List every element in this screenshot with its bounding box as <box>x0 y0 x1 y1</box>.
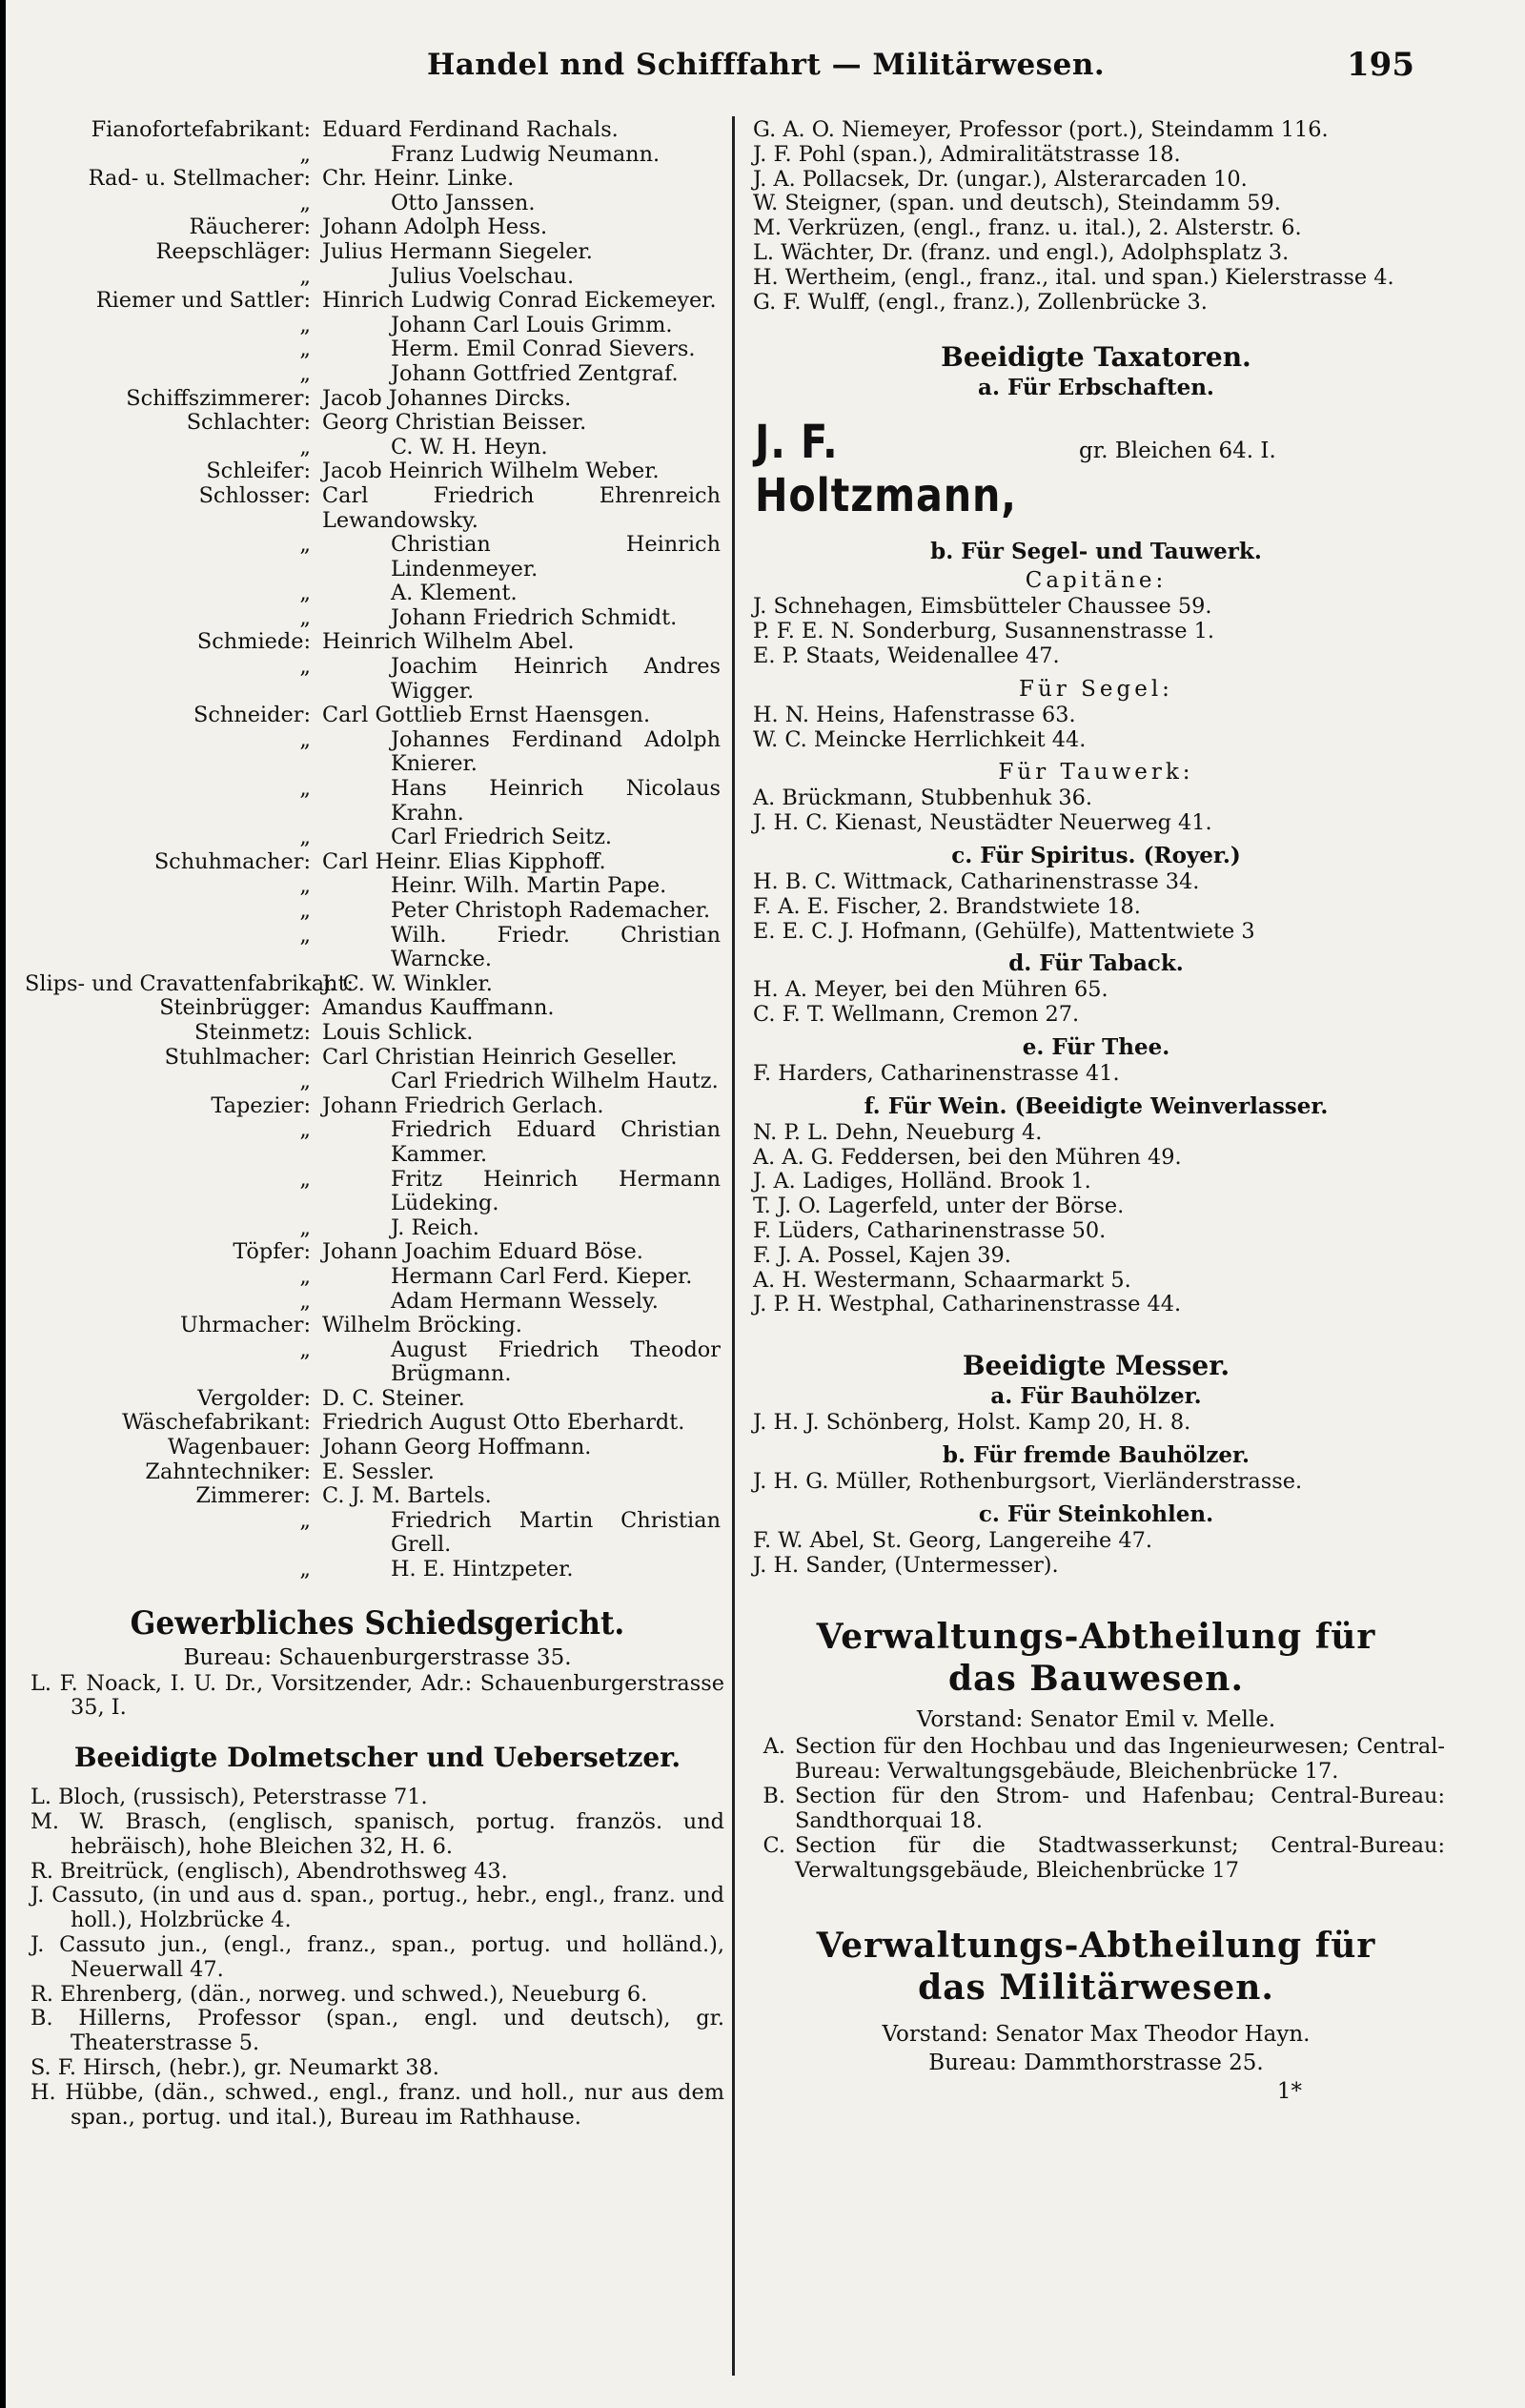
trade-name: Fritz Heinrich Hermann Lüdeking. <box>391 1166 721 1216</box>
trade-label: Wagenbauer: <box>167 1435 311 1460</box>
trade-entry <box>25 874 730 899</box>
trade-entry <box>25 240 730 265</box>
taxatoren-a-heading: a. Für Erbschaften. <box>978 375 1214 401</box>
trade-entry <box>25 996 730 1021</box>
section-text: Section für die Stadtwasserkunst; Central-Bureau: Verwaltungsgebäude, Bleichenbrücke 17 <box>795 1833 1445 1884</box>
wein-entry: A. A. G. Feddersen, bei den Mühren 49. <box>753 1144 1182 1170</box>
trade-name: Hinrich Ludwig Conrad Eickemeyer. <box>322 288 717 314</box>
section-key: C. <box>762 1833 785 1859</box>
trade-name: Joachim Heinrich Andres Wigger. <box>391 654 721 704</box>
trade-label: „ <box>299 312 311 337</box>
holtzmann-address: gr. Bleichen 64. I. <box>1079 439 1276 464</box>
messer-entry: J. H. Sander, (Untermesser). <box>753 1552 1059 1578</box>
trade-name: Johann Carl Louis Grimm. <box>391 312 673 337</box>
dolmetscher-entry: M. W. Brasch, (englisch, spanisch, portug. französ. und hebräisch), hohe Bleichen 32, H. 6. <box>30 1809 724 1859</box>
bauwesen-section <box>747 1833 1445 1883</box>
trade-entry <box>25 1046 730 1071</box>
trade-label: „ <box>299 1166 311 1192</box>
column-divider <box>732 116 735 2376</box>
trade-name: Peter Christoph Rademacher. <box>391 898 711 923</box>
trade-entry <box>25 606 730 631</box>
dolmetscher-entry: J. F. Pohl (span.), Admiralitätstrasse 18. <box>753 141 1181 167</box>
trade-label: Schmiede: <box>196 629 311 655</box>
trade-label: Rad- u. Stellmacher: <box>88 166 311 192</box>
trade-entry <box>25 289 730 314</box>
trade-entry <box>25 459 730 484</box>
trade-name: Amandus Kauffmann. <box>322 995 555 1021</box>
trade-name: Louis Schlick. <box>322 1019 474 1045</box>
schiedsgericht-heading: Gewerbliches Schiedsgericht. <box>130 1603 625 1643</box>
trade-label: Riemer und Sattler: <box>95 288 311 314</box>
trade-label: Schneider: <box>193 703 311 728</box>
running-title: Handel nnd Schifffahrt — Militärwesen. <box>427 48 1106 82</box>
wein-list <box>747 1121 1445 1317</box>
bauwesen-section <box>747 1784 1445 1833</box>
thee-list <box>747 1062 1445 1087</box>
taback-list <box>747 978 1445 1028</box>
left-column <box>25 118 730 2130</box>
trade-name: Heinr. Wilh. Martin Pape. <box>391 873 667 899</box>
trade-name: Johann Georg Hoffmann. <box>322 1435 592 1460</box>
trade-label: „ <box>299 337 311 362</box>
page-header <box>6 48 1525 95</box>
trade-entry <box>25 899 730 924</box>
taxatoren-c-heading: c. Für Spiritus. (Royer.) <box>951 842 1241 868</box>
tauwerk-list <box>747 786 1445 836</box>
trade-label: „ <box>299 532 311 558</box>
trade-entry <box>25 704 730 728</box>
trade-label: „ <box>299 1288 311 1314</box>
trade-name: Johann Adolph Hess. <box>322 214 548 240</box>
bauwesen-sections <box>747 1734 1445 1883</box>
signature-mark: 1* <box>1276 2079 1302 2105</box>
trade-entry <box>25 1387 730 1412</box>
trade-label: „ <box>299 1337 311 1362</box>
dolmetscher-entry: G. A. O. Niemeyer, Professor (port.), Steindamm 116. <box>753 117 1329 142</box>
wein-entry: N. P. L. Dehn, Neueburg 4. <box>753 1119 1043 1145</box>
dolmetscher-entry: S. F. Hirsch, (hebr.), gr. Neumarkt 38. <box>30 2054 439 2080</box>
trade-entry <box>25 533 730 582</box>
messer-heading: Beeidigte Messer. <box>962 1350 1230 1382</box>
section-text: Section für den Hochbau und das Ingenieurwesen; Central-Bureau: Verwaltungsgebäude, Bleichenbrücke 17. <box>795 1734 1445 1785</box>
wein-entry: J. P. H. Westphal, Catharinenstrasse 44. <box>753 1292 1182 1317</box>
trade-entry <box>25 192 730 216</box>
trade-label: „ <box>299 1557 311 1582</box>
trade-name: Carl Friedrich Ehrenreich Lewandowsky. <box>322 482 721 533</box>
trade-label: Reepschläger: <box>155 238 311 264</box>
trade-name: August Friedrich Theodor Brügmann. <box>391 1337 721 1387</box>
trade-name: Heinrich Wilhelm Abel. <box>322 629 575 655</box>
trade-label: „ <box>299 1117 311 1143</box>
dolmetscher-entry: G. F. Wulff, (engl., franz.), Zollenbrücke 3. <box>753 289 1208 315</box>
trade-name: Julius Voelschau. <box>391 263 575 289</box>
section-key: B. <box>762 1784 785 1809</box>
trade-entry <box>25 484 730 533</box>
trade-entry <box>25 1021 730 1046</box>
trade-name: Eduard Ferdinand Rachals. <box>322 117 619 142</box>
bauwesen-heading-line2: das Bauwesen. <box>948 1659 1244 1700</box>
dolmetscher-entry: L. Bloch, (russisch), Peterstrasse 71. <box>30 1785 428 1810</box>
segel-list <box>747 704 1445 753</box>
trade-name: E. Sessler. <box>322 1459 435 1484</box>
trade-label: Uhrmacher: <box>179 1313 311 1338</box>
trade-name: Friedrich Martin Christian Grell. <box>391 1507 721 1558</box>
dolmetscher-list <box>25 1786 730 2130</box>
trade-name: Wilhelm Bröcking. <box>322 1313 522 1338</box>
trade-label: Schiffszimmerer: <box>126 385 311 411</box>
capitaene-list <box>747 595 1445 668</box>
messer-a-heading: a. Für Bauhölzer. <box>990 1383 1202 1410</box>
taxatoren-f-heading: f. Für Wein. (Beeidigte Weinverlasser. <box>864 1092 1329 1119</box>
dolmetscher-entry: M. Verkrüzen, (engl., franz. u. ital.), 2. Alsterstr. 6. <box>753 215 1302 241</box>
dolmetscher-entry: J. Cassuto jun., (engl., franz., span., portug. und holländ.), Neuerwall 47. <box>30 1932 724 1982</box>
messer-c-heading: c. Für Steinkohlen. <box>978 1500 1214 1527</box>
trade-label: Schuhmacher: <box>153 848 311 874</box>
wein-entry: F. Lüders, Catharinenstrasse 50. <box>753 1217 1107 1243</box>
bauwesen-heading-line1: Verwaltungs-Abtheilung für <box>816 1617 1376 1658</box>
trade-entry <box>25 387 730 412</box>
taxatoren-d-heading: d. Für Taback. <box>1008 950 1184 977</box>
capitaen-entry: E. P. Staats, Weidenallee 47. <box>753 643 1060 668</box>
trade-entry <box>25 1094 730 1119</box>
trade-name: Johann Friedrich Gerlach. <box>322 1092 604 1118</box>
trade-name: Hermann Carl Ferd. Kieper. <box>391 1263 693 1289</box>
trade-entry <box>25 655 730 704</box>
directory-page <box>6 0 1525 2408</box>
trade-entry <box>25 972 730 997</box>
trade-entry <box>25 1558 730 1582</box>
trade-entry <box>25 1460 730 1485</box>
trade-label: Schleifer: <box>206 459 311 484</box>
trade-name: Christian Heinrich Lindenmeyer. <box>391 532 721 582</box>
taback-entry: H. A. Meyer, bei den Mühren 65. <box>753 977 1108 1003</box>
messer-c-list <box>747 1529 1445 1579</box>
trade-label: „ <box>299 360 311 386</box>
trade-entry <box>25 314 730 338</box>
trade-entry <box>25 1168 730 1216</box>
trade-entry <box>25 777 730 826</box>
schiedsgericht-chair: L. F. Noack, I. U. Dr., Vorsitzender, Adr.: Schauenburgerstrasse 35, I. <box>30 1670 724 1721</box>
trade-label: Fianofortefabrikant: <box>91 117 311 142</box>
trade-entry <box>25 265 730 290</box>
trade-label: Zimmerer: <box>195 1483 311 1509</box>
spiritus-list <box>747 870 1445 944</box>
trade-name: Adam Hermann Wessely. <box>391 1288 659 1314</box>
page-number: 195 <box>1347 46 1414 84</box>
trade-entry <box>25 337 730 362</box>
trade-name: Carl Gottlieb Ernst Haensgen. <box>322 703 651 728</box>
trade-name: Johann Gottfried Zentgraf. <box>391 360 679 386</box>
trade-name: Jacob Heinrich Wilhelm Weber. <box>322 459 660 484</box>
trade-label: „ <box>299 1214 311 1240</box>
segel-entry: H. N. Heins, Hafenstrasse 63. <box>753 702 1076 727</box>
trade-name: A. Klement. <box>391 581 518 606</box>
capitaen-entry: J. Schnehagen, Eimsbütteler Chaussee 59. <box>753 594 1212 620</box>
dolmetscher-heading: Beeidigte Dolmetscher und Uebersetzer. <box>73 1742 681 1774</box>
trade-label: „ <box>299 1507 311 1533</box>
trade-name: Carl Heinr. Elias Kipphoff. <box>322 848 606 874</box>
trade-name: H. E. Hintzpeter. <box>391 1557 574 1582</box>
section-text: Section für den Strom- und Hafenbau; Central-Bureau: Sandthorquai 18. <box>795 1784 1445 1834</box>
taxatoren-b-heading: b. Für Segel- und Tauwerk. <box>930 539 1262 565</box>
trade-name: Hans Heinrich Nicolaus Krahn. <box>391 776 721 826</box>
taxatoren-heading: Beeidigte Taxatoren. <box>941 341 1251 374</box>
messer-a-list <box>747 1411 1445 1436</box>
trade-name: J. Reich. <box>391 1214 479 1240</box>
trade-label: „ <box>299 604 311 630</box>
messer-entry: F. W. Abel, St. Georg, Langereihe 47. <box>753 1527 1152 1553</box>
holtzmann-name: J. F. Holtzmann, <box>755 416 1017 523</box>
wein-entry: T. J. O. Lagerfeld, unter der Börse. <box>753 1194 1125 1219</box>
dolmetscher-entry: L. Wächter, Dr. (franz. und engl.), Adolphsplatz 3. <box>753 239 1290 265</box>
capitaen-entry: P. F. E. N. Sonderburg, Susannenstrasse 1. <box>753 619 1214 644</box>
trade-entry <box>25 1216 730 1241</box>
messer-entry: J. H. J. Schönberg, Holst. Kamp 20, H. 8. <box>753 1410 1191 1436</box>
segel-entry: W. C. Meincke Herrlichkeit 44. <box>753 726 1087 752</box>
trade-entry <box>25 1314 730 1338</box>
spiritus-entry: H. B. C. Wittmack, Catharinenstrasse 34. <box>753 868 1200 894</box>
trade-label: Zahntechniker: <box>145 1459 311 1484</box>
trade-label: Vergolder: <box>197 1385 311 1411</box>
bauwesen-section <box>747 1734 1445 1784</box>
trade-name: Friedrich August Otto Eberhardt. <box>322 1410 685 1436</box>
trade-label: Schlachter: <box>186 410 311 436</box>
trade-name: Wilh. Friedr. Christian Warncke. <box>391 922 721 972</box>
section-key: A. <box>762 1734 785 1760</box>
trade-name: Chr. Heinr. Linke. <box>322 166 515 192</box>
segel-heading: Für Segel: <box>1019 676 1173 702</box>
trade-label: „ <box>299 1069 311 1094</box>
tauwerk-heading: Für Tauwerk: <box>998 760 1194 786</box>
trade-entry <box>25 582 730 606</box>
wein-entry: A. H. Westermann, Schaarmarkt 5. <box>753 1267 1131 1293</box>
trade-entry <box>25 826 730 850</box>
dolmetscher-entry: J. A. Pollacsek, Dr. (ungar.), Alsterarcaden 10. <box>753 166 1248 192</box>
militaer-bureau: Bureau: Dammthorstrasse 25. <box>928 2051 1264 2076</box>
spiritus-entry: F. A. E. Fischer, 2. Brandstwiete 18. <box>753 893 1141 919</box>
trade-label: Tapezier: <box>211 1092 311 1118</box>
trade-label: Stuhlmacher: <box>164 1044 311 1070</box>
messer-b-heading: b. Für fremde Bauhölzer. <box>942 1441 1250 1468</box>
holtzmann-advertisement <box>755 416 1445 522</box>
bauwesen-vorstand: Vorstand: Senator Emil v. Melle. <box>916 1707 1276 1733</box>
trade-entry <box>25 1338 730 1387</box>
trade-name: C. W. H. Heyn. <box>391 434 548 459</box>
trade-label: „ <box>299 825 311 850</box>
trade-entry <box>25 215 730 240</box>
wein-entry: J. A. Ladiges, Holländ. Brook 1. <box>753 1169 1091 1194</box>
trade-name: C. J. M. Bartels. <box>322 1483 492 1509</box>
trade-entry <box>25 143 730 168</box>
trade-name: Herm. Emil Conrad Sievers. <box>391 337 696 362</box>
dolmetscher-entry: J. Cassuto, (in und aus d. span., portug., hebr., engl., franz. und holl.), Holzbrücke 4. <box>30 1883 724 1933</box>
thee-entry: F. Harders, Catharinenstrasse 41. <box>753 1060 1120 1086</box>
trade-name: Friedrich Eduard Christian Kammer. <box>391 1117 721 1167</box>
trade-entry <box>25 1240 730 1265</box>
trade-name: Carl Christian Heinrich Geseller. <box>322 1044 678 1070</box>
militaer-vorstand: Vorstand: Senator Max Theodor Hayn. <box>882 2022 1311 2048</box>
trade-label: Steinmetz: <box>194 1019 311 1045</box>
trade-list <box>25 118 730 1582</box>
trade-label: Töpfer: <box>233 1239 311 1265</box>
trade-label: „ <box>299 190 311 215</box>
trade-label: „ <box>299 263 311 289</box>
spiritus-entry: E. E. C. J. Hofmann, (Gehülfe), Mattentwiete 3 <box>753 918 1255 944</box>
trade-entry <box>25 167 730 192</box>
right-column <box>747 118 1445 2106</box>
trade-name: D. C. Steiner. <box>322 1385 465 1411</box>
trade-label: „ <box>299 434 311 459</box>
trade-label: Schlosser: <box>198 482 311 508</box>
trade-entry <box>25 436 730 460</box>
trade-label: Räucherer: <box>189 214 311 240</box>
trade-label: Slips- und Cravattenfabrikant: <box>25 970 355 996</box>
trade-label: „ <box>299 873 311 899</box>
trade-entry <box>25 362 730 387</box>
trade-entry <box>25 1436 730 1460</box>
trade-entry <box>25 1118 730 1167</box>
trade-entry <box>25 1509 730 1558</box>
trade-name: Jacob Johannes Dircks. <box>322 385 572 411</box>
trade-label: „ <box>299 1263 311 1289</box>
trade-label: „ <box>299 581 311 606</box>
tauwerk-entry: A. Brückmann, Stubbenhuk 36. <box>753 786 1092 811</box>
trade-entry <box>25 924 730 972</box>
messer-b-list <box>747 1470 1445 1495</box>
dolmetscher-entry: H. Wertheim, (engl., franz., ital. und span.) Kielerstrasse 4. <box>753 264 1394 290</box>
trade-label: „ <box>299 898 311 923</box>
dolmetscher-entry: H. Hübbe, (dän., schwed., engl., franz. und holl., nur aus dem span., portug. und ital.), Bureau im Rathhause. <box>30 2079 724 2130</box>
schiedsgericht-bureau: Bureau: Schauenburgerstrasse 35. <box>183 1644 572 1670</box>
trade-name: Johann Friedrich Schmidt. <box>391 604 678 630</box>
militaer-heading-line1: Verwaltungs-Abtheilung für <box>816 1926 1376 1967</box>
dolmetscher-list-continued <box>747 118 1445 315</box>
tauwerk-entry: J. H. C. Kienast, Neustädter Neuerweg 41. <box>753 810 1212 836</box>
trade-name: Johann Joachim Eduard Böse. <box>322 1239 643 1265</box>
trade-name: Otto Janssen. <box>391 190 536 215</box>
trade-label: „ <box>299 726 311 752</box>
trade-name: Georg Christian Beisser. <box>322 410 587 436</box>
taback-entry: C. F. T. Wellmann, Cremon 27. <box>753 1002 1080 1028</box>
dolmetscher-entry: B. Hillerns, Professor (span., engl. und deutsch), gr. Theaterstrasse 5. <box>30 2006 724 2056</box>
trade-entry <box>25 728 730 777</box>
trade-name: Franz Ludwig Neumann. <box>391 141 661 167</box>
taxatoren-e-heading: e. Für Thee. <box>1022 1033 1170 1060</box>
trade-entry <box>25 1484 730 1509</box>
trade-label: „ <box>299 922 311 948</box>
trade-entry <box>25 1070 730 1094</box>
trade-name: Johannes Ferdinand Adolph Knierer. <box>391 726 721 777</box>
dolmetscher-entry: R. Breitrück, (englisch), Abendrothsweg 43. <box>30 1858 508 1884</box>
trade-entry <box>25 630 730 655</box>
messer-entry: J. H. G. Müller, Rothenburgsort, Vierländerstrasse. <box>753 1468 1303 1494</box>
trade-entry <box>25 1265 730 1290</box>
trade-label: „ <box>299 141 311 167</box>
wein-entry: F. J. A. Possel, Kajen 39. <box>753 1242 1011 1268</box>
trade-entry <box>25 1411 730 1436</box>
trade-entry <box>25 1290 730 1315</box>
trade-label: „ <box>299 654 311 680</box>
dolmetscher-entry: R. Ehrenberg, (dän., norweg. und schwed.), Neueburg 6. <box>30 1981 648 2007</box>
trade-name: Carl Friedrich Wilhelm Hautz. <box>391 1069 719 1094</box>
trade-label: Wäschefabrikant: <box>122 1410 311 1436</box>
trade-label: Steinbrügger: <box>159 995 311 1021</box>
trade-name: Julius Hermann Siegeler. <box>322 238 593 264</box>
dolmetscher-entry: W. Steigner, (span. und deutsch), Steindamm 59. <box>753 191 1281 216</box>
trade-label: „ <box>299 776 311 802</box>
trade-entry <box>25 850 730 875</box>
trade-name: J. C. W. Winkler. <box>322 970 493 996</box>
militaer-heading-line2: das Militärwesen. <box>918 1968 1274 2009</box>
trade-entry <box>25 118 730 143</box>
trade-entry <box>25 411 730 436</box>
trade-name: Carl Friedrich Seitz. <box>391 825 613 850</box>
capitaene-heading: Capitäne: <box>1025 568 1168 594</box>
